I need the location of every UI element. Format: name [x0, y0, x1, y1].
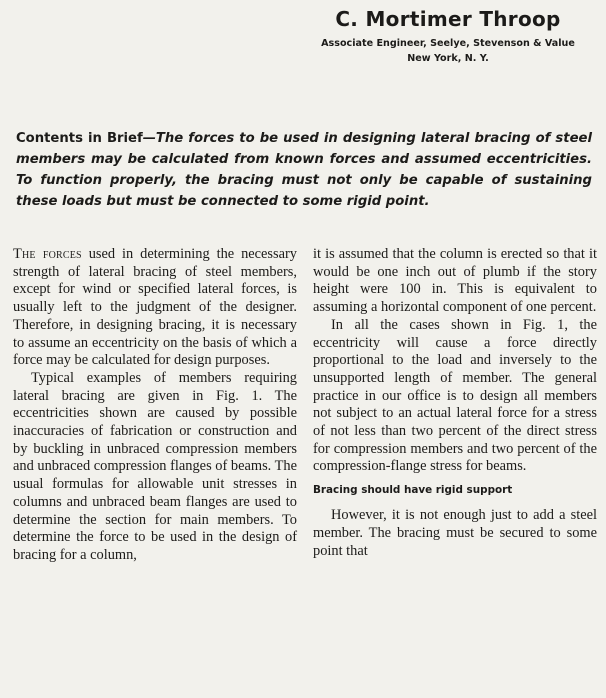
paragraph-1-text: used in determining the necessary strength of lateral bracing of steel members, except for wind or specified lateral forces, is usually left to the judgment of the designer. Therefore, in designing bracing, it is necessary to assume an eccentricity on the basis of which a force may be calculated for design purposes.: [13, 246, 297, 369]
contents-text: The forces to be used in designing lateral bracing of steel members may be calculated from known forces and assumed eccentricities. To function properly, the bracing must not only be capable of sustaining these loads but must be connected to some rigid point.: [16, 131, 592, 209]
contents-in-brief: [16, 128, 592, 212]
contents-dash: —: [142, 131, 156, 146]
paragraph-2: Typical examples of members requiring lateral bracing are given in Fig. 1. The eccentricities shown are caused by possible inaccuracies of fabrication or construction and by buckling in unbraced compression members and unbraced compression flanges of beams. The usual formulas for allowable unit stresses in columns and unbraced beam flanges are used to determine the section for main members. To determine the force to be used in the design of bracing for a column,: [13, 369, 297, 563]
paragraph-1: [13, 246, 297, 370]
paragraph-3: it is assumed that the column is erected so that it would be one inch out of plumb if the story height were 100 in. This is equivalent to assuming a horizontal component of one percent.: [313, 246, 597, 316]
author-title: Associate Engineer, Seelye, Stevenson & Value: [321, 38, 575, 49]
author-block: [290, 6, 606, 66]
paragraph-4: In all the cases shown in Fig. 1, the eccentricity will cause a force directly proportional to the load and inversely to the unsupported length of member. The general practice in our office is to design all members not subject to an actual lateral force for a stress of not less than two percent of the direct stress for compression members and two percent of the compression-flange stress for beams.: [313, 316, 597, 475]
left-column: [13, 246, 297, 565]
lead-small-caps: The forces: [13, 246, 82, 262]
contents-label: Contents in Brief: [16, 131, 143, 146]
paragraph-5: However, it is not enough just to add a steel member. The bracing must be secured to some point that: [313, 507, 597, 559]
right-column: [313, 246, 597, 560]
author-name: C. Mortimer Throop: [335, 7, 561, 31]
section-subhead: Bracing should have rigid support: [313, 484, 513, 497]
author-location: New York, N. Y.: [407, 53, 489, 64]
